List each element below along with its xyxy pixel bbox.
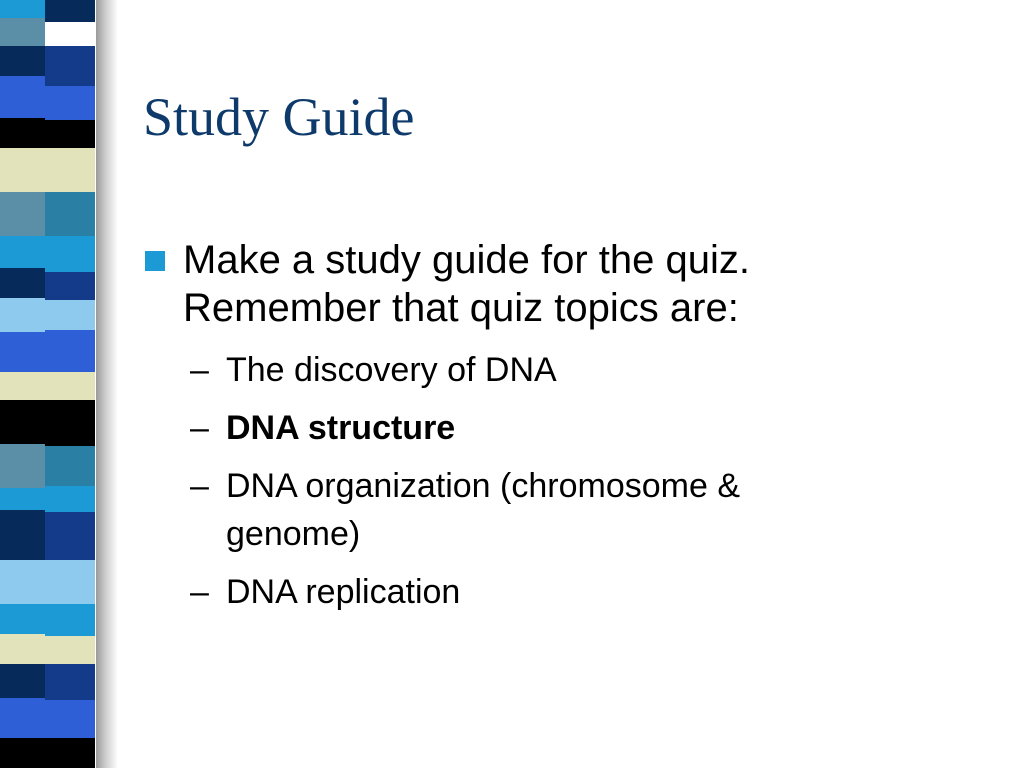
topic-text: DNA organization (chromosome & genome) [226,467,741,553]
decorative-side-strip [0,0,100,768]
strip-block [0,332,45,372]
strip-block [0,298,45,332]
strip-block [45,272,95,300]
strip-block [0,46,45,76]
strip-block [0,400,45,444]
strip-block [45,372,95,400]
strip-block [0,510,45,560]
strip-block [45,330,95,372]
topic-text: DNA structure [226,409,456,447]
strip-block [0,698,45,738]
strip-block [0,488,45,510]
square-bullet-icon [145,251,165,271]
strip-block [45,22,95,46]
strip-block [0,236,45,268]
dash-bullet: – [190,351,209,389]
topic-item [190,462,870,558]
strip-block [0,560,45,604]
strip-block [45,46,95,86]
strip-block [0,634,45,664]
topic-item [190,568,870,616]
strip-block [45,604,95,636]
strip-block [0,76,45,118]
strip-block [0,192,45,236]
strip-block [45,700,95,738]
strip-block [0,118,45,148]
strip-block [45,192,95,236]
topic-item [190,404,870,452]
strip-block [45,664,95,700]
dash-bullet: – [190,467,209,505]
topic-item [190,346,870,394]
dash-bullet: – [190,409,209,447]
strip-block [45,400,95,446]
quiz-topics-list [190,346,870,626]
strip-block [45,300,95,330]
strip-block [45,512,95,560]
strip-block [0,268,45,298]
strip-block [0,604,45,634]
strip-block [0,664,45,698]
strip-block [45,86,95,120]
strip-block [45,560,95,604]
topic-text: DNA replication [226,573,461,611]
strip-block [45,120,95,148]
strip-block [45,236,95,272]
strip-block [0,372,45,400]
strip-block [45,148,95,192]
main-bullet-text [183,236,873,332]
main-bullet-line: Make a study guide for the quiz. [183,238,750,282]
strip-block [0,444,45,488]
strip-block [45,446,95,486]
strip-block [0,148,45,192]
main-bullet-line: Remember that quiz topics are: [183,286,739,330]
strip-block [45,636,95,664]
dash-bullet: – [190,573,209,611]
topic-text: The discovery of DNA [226,351,557,389]
slide-title: Study Guide [143,87,415,147]
strip-block [45,0,95,22]
strip-block [0,0,45,18]
strip-block [45,486,95,512]
strip-block [45,738,95,768]
strip-block [0,18,45,46]
strip-block [0,738,45,768]
